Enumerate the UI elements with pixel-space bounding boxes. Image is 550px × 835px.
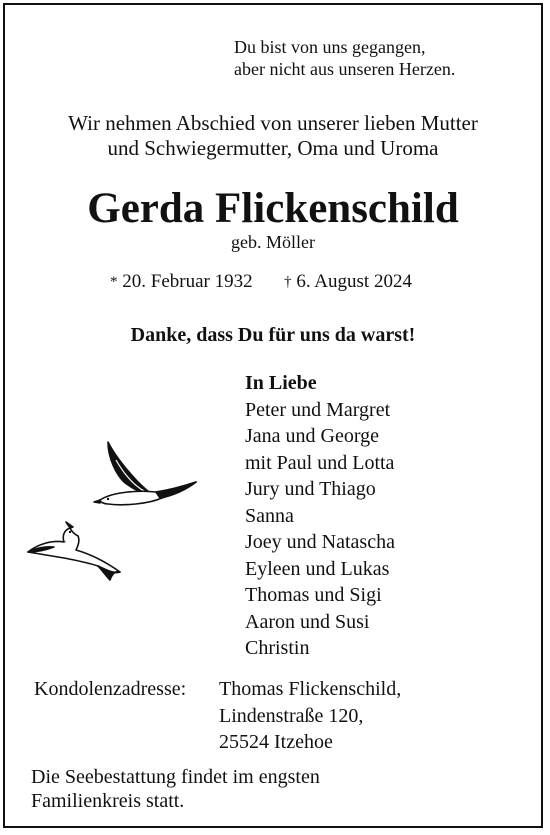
two-seagulls-icon [20,430,210,590]
condolence-name: Thomas Flickenschild, [219,678,402,700]
burial-line-2: Familienkreis statt. [31,790,185,812]
birth-symbol: * [110,274,118,290]
mourner-name: Sanna [245,504,294,527]
quote-line-2: aber nicht aus unseren Herzen. [234,59,456,79]
condolence-street: Lindenstraße 120, [219,704,364,727]
mourner-name: Jana und George [245,425,380,447]
intro-line-1: Wir nehmen Abschied von unserer lieben Mutter [68,111,478,135]
birth-date: 20. Februar 1932 [122,271,253,292]
life-dates [110,270,412,294]
birth-name: geb. Möller [231,232,315,252]
intro-line-2: und Schwiegermutter, Oma und Uroma [107,136,439,160]
deceased-name: Gerda Flickenschild [87,185,459,232]
mourner-name: Aaron und Susi [245,610,370,633]
condolence-address [34,676,401,756]
mourners-list [245,370,395,662]
death-symbol: † [284,274,292,290]
quote-line-1: Du bist von uns gegangen, [234,37,426,57]
burial-line-1: Die Seebestattung findet im engsten [31,766,320,788]
mourner-name: mit Paul und Lotta [245,451,395,474]
condolence-city: 25524 Itzehoe [219,731,333,753]
death-date: 6. August 2024 [296,271,412,292]
farewell-intro [0,111,546,161]
opening-quote [234,36,455,80]
mourner-name: Joey und Natascha [245,531,395,553]
mourner-name: Eyleen und Lukas [245,557,390,580]
seagull-upper-icon [94,442,196,505]
mourner-name: Peter und Margret [245,398,391,421]
mourner-name: Christin [245,637,310,659]
burial-notice [31,765,320,813]
mourner-name: Thomas und Sigi [245,584,382,606]
mourners-heading: In Liebe [245,372,317,394]
thanks-line: Danke, dass Du für uns da warst! [130,324,416,346]
mourner-name: Jury und Thiago [245,478,376,500]
condolence-label: Kondolenzadresse: [34,678,187,700]
seagull-lower-icon [28,522,120,580]
